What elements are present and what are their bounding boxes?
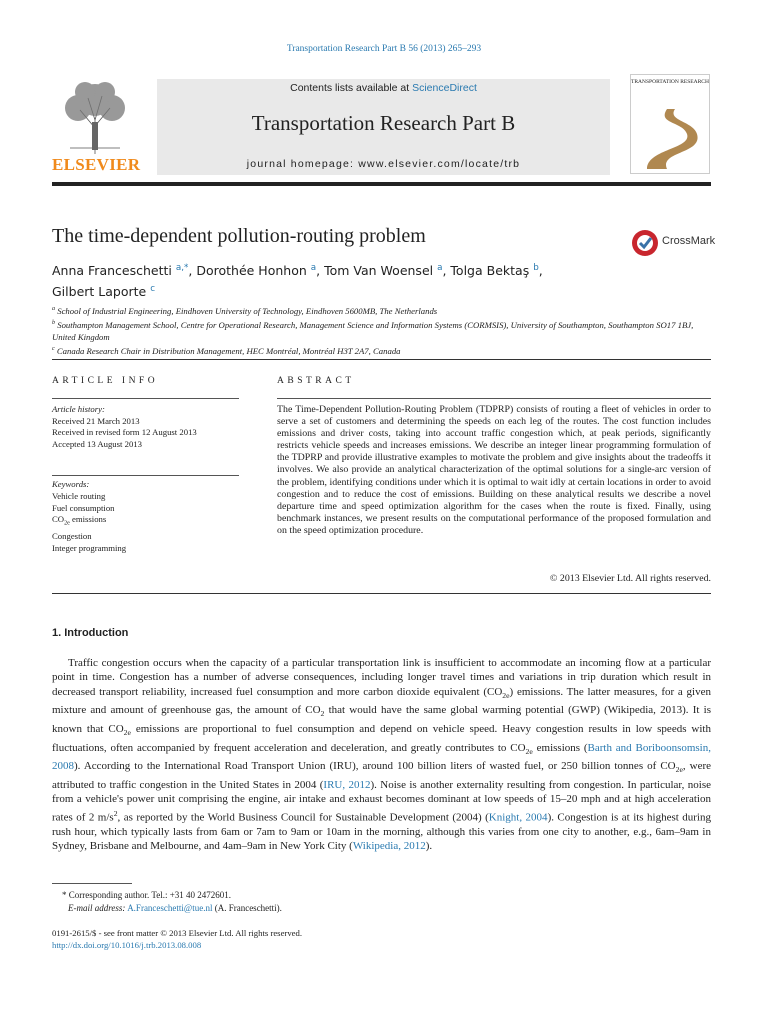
abstract-text: The Time-Dependent Pollution-Routing Problem (TDPRP) consists of routing a fleet of vehicles in order to serve a set of customers and determining the speeds on each leg of the routes. The cost function includes emissions and driver costs, taking into account traffic congestion which, at peak periods, significantly restricts vehicle speeds and increases emissions. We describe an integer linear programming formulation of the TDPRP and provide illustrative examples to motivate the problem and give insights about the tradeoffs it involves. We also provide an analytical characterization of the optimal solutions for a single-arc version of the problem, identifying conditions under which it is optimal to wait idly at certain locations in order to avoid congestion and to reduce the cost of emissions. Building on these analytical results we describe a novel departure time and speed optimization algorithm for the cases when the route is fixed. Finally, using benchmark instances, we present results on the computational performance of the proposed formulation and on the speed optimization procedure. xyxy=(277,404,711,536)
abstract-rule xyxy=(277,398,711,399)
article-info-heading: ARTICLE INFO xyxy=(52,376,159,386)
section-heading: 1. Introduction xyxy=(52,627,129,639)
journal-citation[interactable]: Transportation Research Part B 56 (2013) 265–293 xyxy=(286,44,482,54)
author-affiliation-mark[interactable]: a xyxy=(310,263,317,273)
history-item: Received 21 March 2013 xyxy=(52,415,140,426)
keyword-item: Vehicle routing xyxy=(52,490,106,501)
citation-link[interactable]: Wikipedia, 2012 xyxy=(352,840,426,853)
citation-link[interactable]: Knight, 2004 xyxy=(488,811,548,824)
contents-line xyxy=(157,82,610,94)
journal-homepage xyxy=(157,158,610,170)
history-label: Article history: xyxy=(52,404,105,414)
introduction-paragraph: Traffic congestion occurs when the capacity of a particular transportation link is insufficient to accommodate an incoming flow at a particular point in time. Congestion has a number of adverse consequences, including longer travel times and variations in trip duration which result in decreased transport reliability, increased fuel consumption and more carbon dioxide equivalent $(CO_{2e})$ emissions. The latter measures, for a given mixture and amount of greenhouse gas, the amount of $CO_2$ that would have the same global warming potential (GWP) (Wikipedia, 2013). It is known that $CO_{2e}$ emissions are proportional to fuel consumption and depend on vehicle speed. Heavy congestion results in low speeds with fluctuations, often accompanied by frequent acceleration and deceleration, and greatly contributes to $CO_{2e}$ emissions (Barth and Boriboonsomsin, 2008). According to the International Road Transport Union (IRU), around 100 billion liters of wasted fuel, or 250 billion tonnes of $CO_{2e}$, were attributed to traffic congestion in the United States in 2004 (IRU, 2012). Noise is another externality resulting from congestion. In particular, noise from a vehicle's power unit comprising the engine, air intake and exhaust becomes dominant at low speeds of 15–20 mph and at high acceleration rates of 2 $m/s^2$, as reported by the World Business Council for Sustainable Development (2004) (Knight, 2004). Congestion is at its highest during rush hour, which typically lasts from 6am or 7am to 9am or 10am in the morning, although this varies from one city to another, e.g., 6am–9am in Sydney, Brisbane and Melbourne, and 4am–9am in New York City (Wikipedia, 2012). xyxy=(52,657,711,853)
journal-cover-thumbnail xyxy=(630,74,710,174)
email-link[interactable]: A.Franceschetti@tue.nl xyxy=(127,902,213,913)
history-item: Accepted 13 August 2013 xyxy=(52,438,142,449)
sciencedirect-link[interactable]: ScienceDirect xyxy=(412,82,477,94)
keywords xyxy=(52,479,242,555)
author-name: Anna Franceschetti xyxy=(52,263,172,279)
section-rule xyxy=(52,359,711,360)
section-rule xyxy=(52,593,711,594)
front-matter xyxy=(52,927,702,951)
email-note: E-mail address: A.Franceschetti@tue.nl (A. Franceschetti). xyxy=(68,902,282,913)
homepage-prefix: journal homepage: xyxy=(246,158,359,170)
author-name: Dorothée Honhon xyxy=(196,263,307,279)
keywords-label: Keywords: xyxy=(52,479,90,489)
elsevier-wordmark: ELSEVIER xyxy=(52,155,141,174)
article-history xyxy=(52,404,242,450)
footnote-rule xyxy=(52,883,132,884)
history-item: Received in revised form 12 August 2013 xyxy=(52,427,197,437)
keyword-item: Congestion xyxy=(52,530,92,541)
article-title: The time-dependent pollution-routing problem xyxy=(52,225,426,247)
author-name: Gilbert Laporte xyxy=(52,284,147,300)
keyword-item: Fuel consumption xyxy=(52,502,115,513)
affiliation-item: $^c$ Canada Research Chair in Distribution Management, HEC Montréal, Montréal H3T 2A7, Canada xyxy=(52,345,401,356)
author-list: Anna Franceschetti $^{a,*}$, Dorothée Honhon $^a$, Tom Van Woensel $^a$, Tolga Bektaş $^b$, Gilbert Laporte $^c$ xyxy=(52,263,543,300)
affiliations xyxy=(52,303,712,357)
article-info-rule xyxy=(52,398,239,399)
affiliation-item: $^b$ Southampton Management School, Centre for Operational Research, Management Science and Information Systems (CORMSIS), University of Southampton, Southampton SO17 1BJ, United Kingdom xyxy=(52,319,694,342)
footnotes xyxy=(62,889,712,914)
author-name: Tom Van Woensel xyxy=(324,263,434,279)
crossmark-badge[interactable] xyxy=(630,228,720,256)
journal-name: Transportation Research Part B xyxy=(251,111,516,135)
abstract-heading: ABSTRACT xyxy=(277,376,355,386)
header-rule xyxy=(52,182,711,186)
cover-title: TRANSPORTATION RESEARCH xyxy=(631,79,709,85)
author-affiliation-mark[interactable]: a,* xyxy=(175,263,189,273)
article-info-rule xyxy=(52,475,239,476)
doi-link[interactable]: http://dx.doi.org/10.1016/j.trb.2013.08.008 xyxy=(52,940,202,950)
citation-link[interactable]: IRU, 2012 xyxy=(323,778,371,791)
author-name: Tolga Bektaş xyxy=(450,263,530,279)
corresponding-author-note: * Corresponding author. Tel.: +31 40 2472601. xyxy=(62,890,232,900)
author-affiliation-mark[interactable]: c xyxy=(150,284,156,295)
crossmark-label: CrossMark xyxy=(662,235,716,247)
citation-link[interactable]: Barth and Boriboonsomsin, 2008 xyxy=(52,741,711,773)
homepage-link[interactable]: www.elsevier.com/locate/trb xyxy=(358,158,521,170)
keyword-item: Integer programming xyxy=(52,542,127,553)
author-affiliation-mark[interactable]: b xyxy=(533,263,539,273)
author-affiliation-mark[interactable]: a xyxy=(437,263,443,273)
affiliation-item: $^a$ School of Industrial Engineering, Eindhoven University of Technology, Eindhoven 5600MB, The Netherlands xyxy=(52,305,438,316)
keyword-item: $CO_{2e}$ emissions xyxy=(52,514,107,528)
front-matter-line: 0191-2615/$ - see front matter © 2013 Elsevier Ltd. All rights reserved. xyxy=(52,928,303,938)
copyright-notice: © 2013 Elsevier Ltd. All rights reserved. xyxy=(549,573,711,584)
contents-prefix: Contents lists available at xyxy=(290,82,413,94)
